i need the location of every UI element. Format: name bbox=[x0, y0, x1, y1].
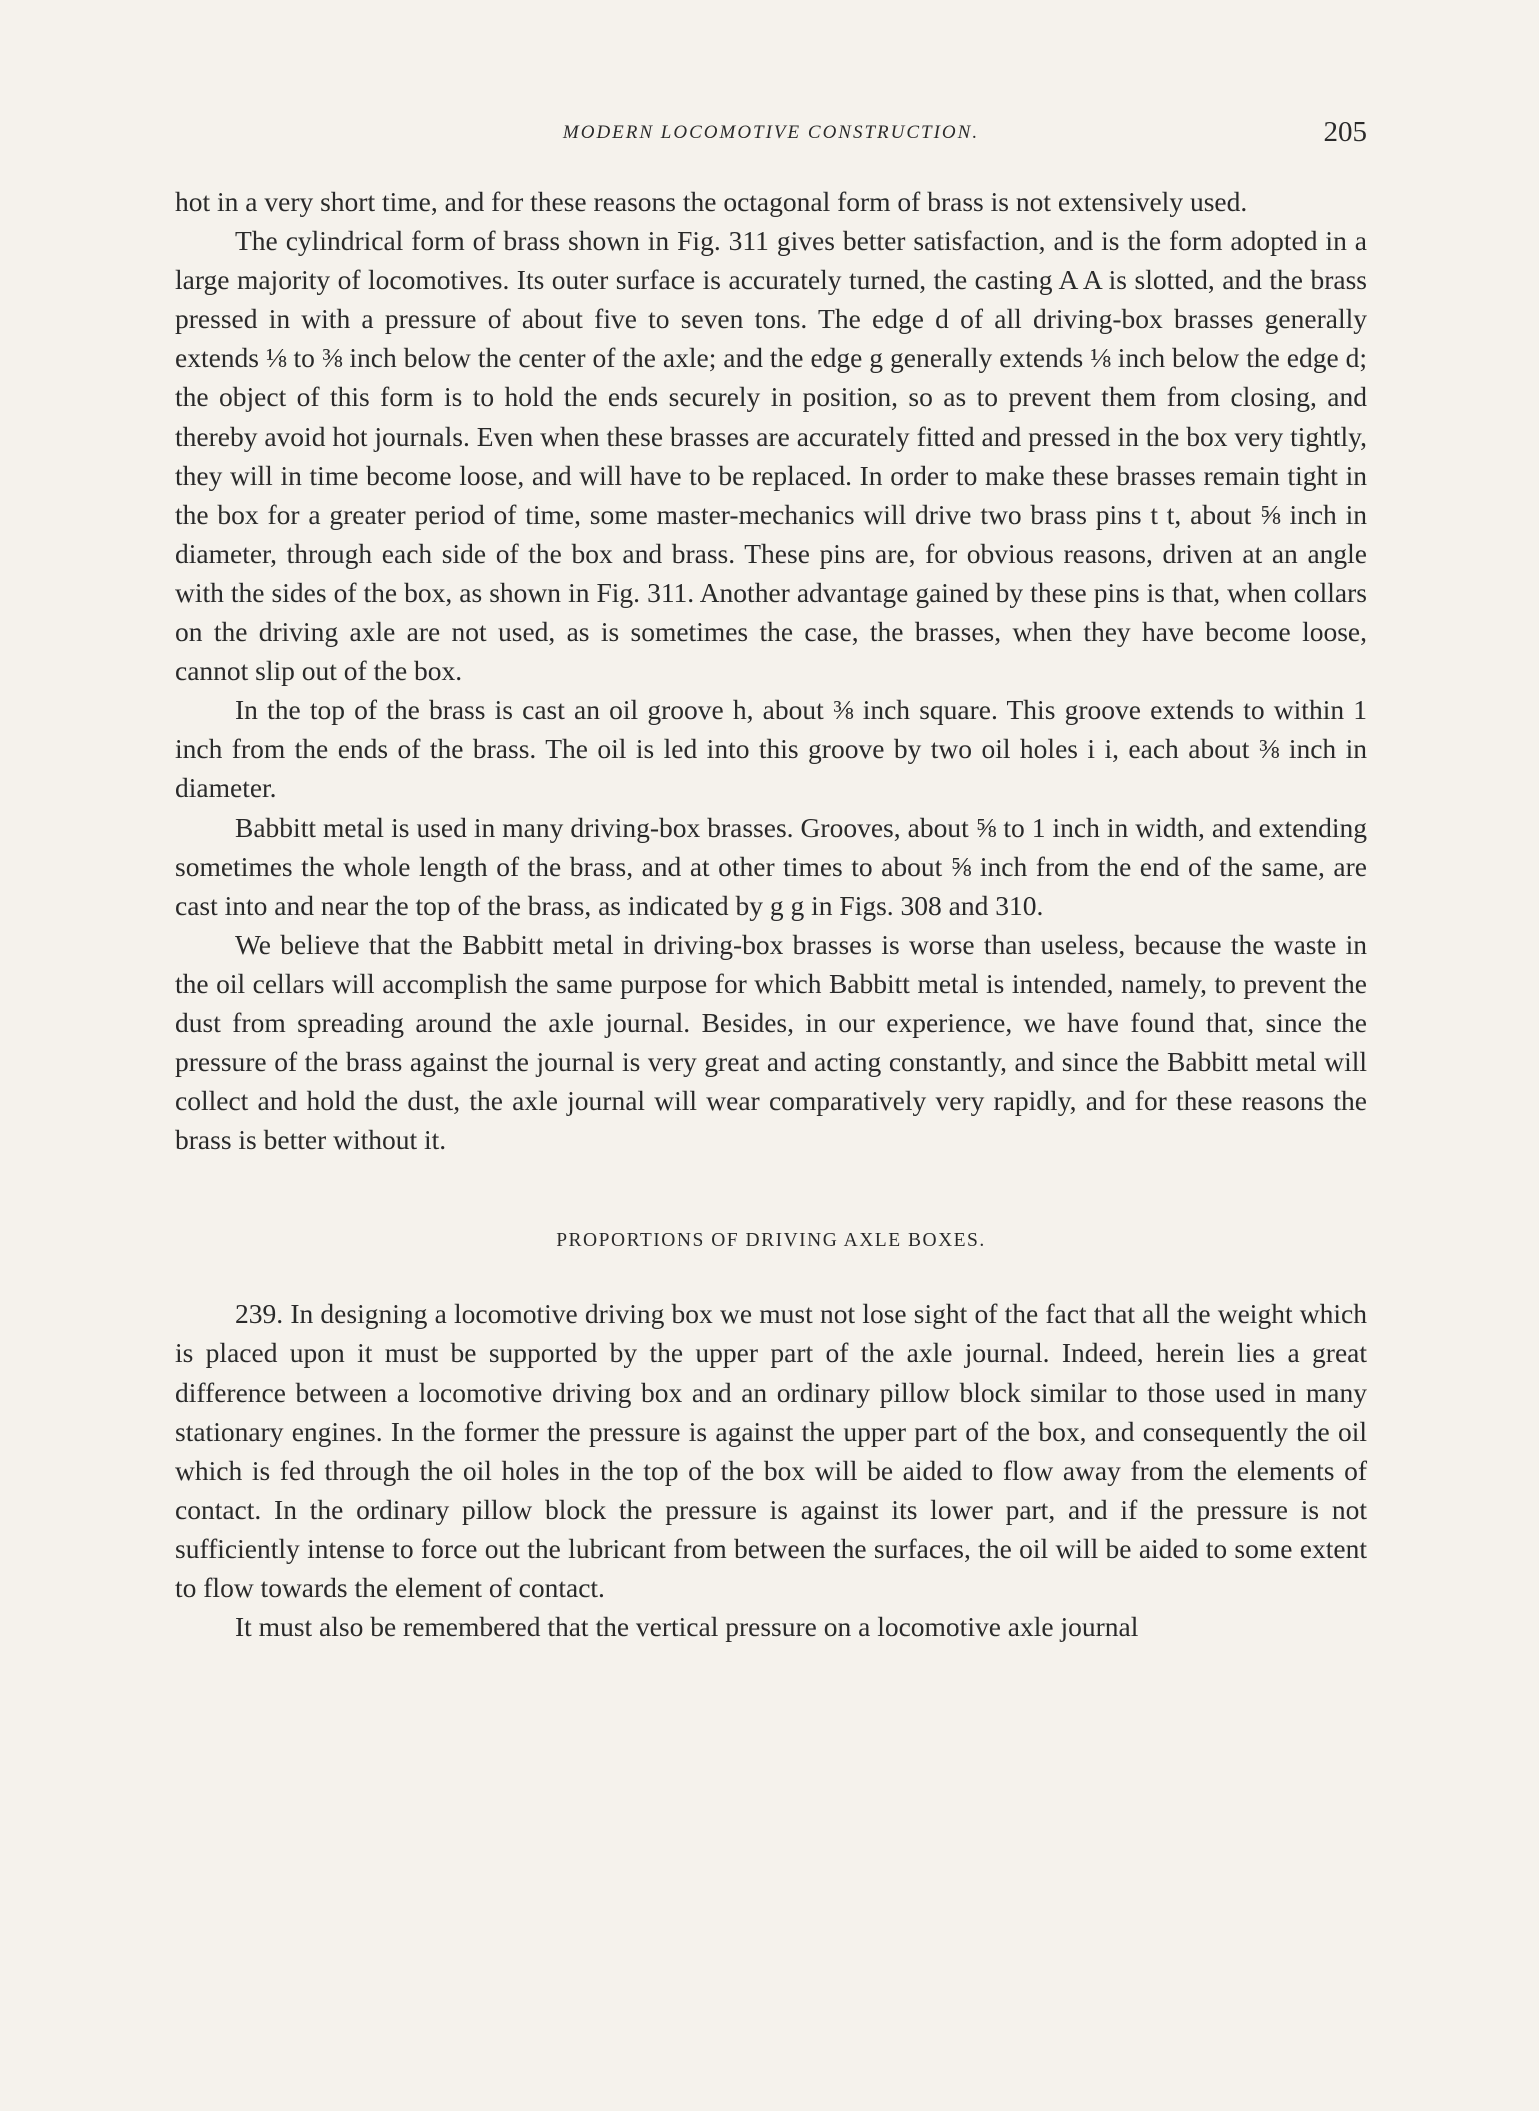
paragraph-cylindrical-brass: The cylindrical form of brass shown in Fig. 311 gives better satisfaction, and is the form adopted in a large majority of locomotives. Its outer surface is accurately turned, the casting A A is slotted, and the brass pressed in with a pressure of about five to seven tons. The edge d of all driving-box brasses generally extends ⅛ to ⅜ inch below the center of the axle; and the edge g generally extends ⅛ inch below the edge d; the object of this form is to hold the ends securely in position, so as to prevent them from closing, and thereby avoid hot journals. Even when these brasses are accurately fitted and pressed in the box very tightly, they will in time become loose, and will have to be replaced. In order to make these brasses remain tight in the box for a greater period of time, some master-mechanics will drive two brass pins t t, about ⅝ inch in diameter, through each side of the box and brass. These pins are, for obvious reasons, driven at an angle with the sides of the box, as shown in Fig. 311. Another advantage gained by these pins is that, when collars on the driving axle are not used, as is sometimes the case, the brasses, when they have become loose, cannot slip out of the box. bbox=[175, 225, 1367, 687]
running-title: MODERN LOCOMOTIVE CONSTRUCTION. bbox=[562, 122, 980, 143]
running-head bbox=[175, 116, 1367, 150]
paragraph-babbitt-metal: Babbitt metal is used in many driving-box brasses. Grooves, about ⅝ to 1 inch in width, and extending sometimes the whole length of the brass, and at other times to about ⅝ inch from the end of the same, are cast into and near the top of the brass, as indicated by g g in Figs. 308 and 310. bbox=[175, 811, 1367, 921]
paragraph-continued: hot in a very short time, and for these reasons the octagonal form of brass is not extensively used. bbox=[175, 186, 1248, 217]
page-number: 205 bbox=[1323, 116, 1367, 148]
body-text bbox=[175, 182, 1367, 1646]
paragraph-oil-groove: In the top of the brass is cast an oil groove h, about ⅜ inch square. This groove extends to within 1 inch from the ends of the brass. The oil is led into this groove by two oil holes i i, each about ⅜ inch in diameter. bbox=[175, 694, 1367, 804]
paragraph-vertical-pressure: It must also be remembered that the vertical pressure on a locomotive axle journal bbox=[235, 1611, 1139, 1643]
paragraph-babbitt-opinion: We believe that the Babbitt metal in driving-box brasses is worse than useless, because the waste in the oil cellars will accomplish the same purpose for which Babbitt metal is intended, namely, to prevent the dust from spreading around the axle journal. Besides, in our experience, we have found that, since the pressure of the brass against the journal is very great and acting constantly, and since the Babbitt metal will collect and hold the dust, the axle journal will wear comparatively very rapidly, and for these reasons the brass is better without it. bbox=[175, 928, 1367, 1156]
section-heading: PROPORTIONS OF DRIVING AXLE BOXES. bbox=[556, 1230, 986, 1252]
paragraph-239: 239. In designing a locomotive driving box we must not lose sight of the fact that all the weight which is placed upon it must be supported by the upper part of the axle journal. Indeed, herein lies a great difference between a locomotive driving box and an ordinary pillow block similar to those used in many stationary engines. In the former the pressure is against the upper part of the box, and consequently the oil which is fed through the oil holes in the top of the box will be aided to flow away from the elements of contact. In the ordinary pillow block the pressure is against its lower part, and if the pressure is not sufficiently intense to force out the lubricant from between the surfaces, the oil will be aided to some extent to flow towards the element of contact. bbox=[175, 1298, 1367, 1603]
